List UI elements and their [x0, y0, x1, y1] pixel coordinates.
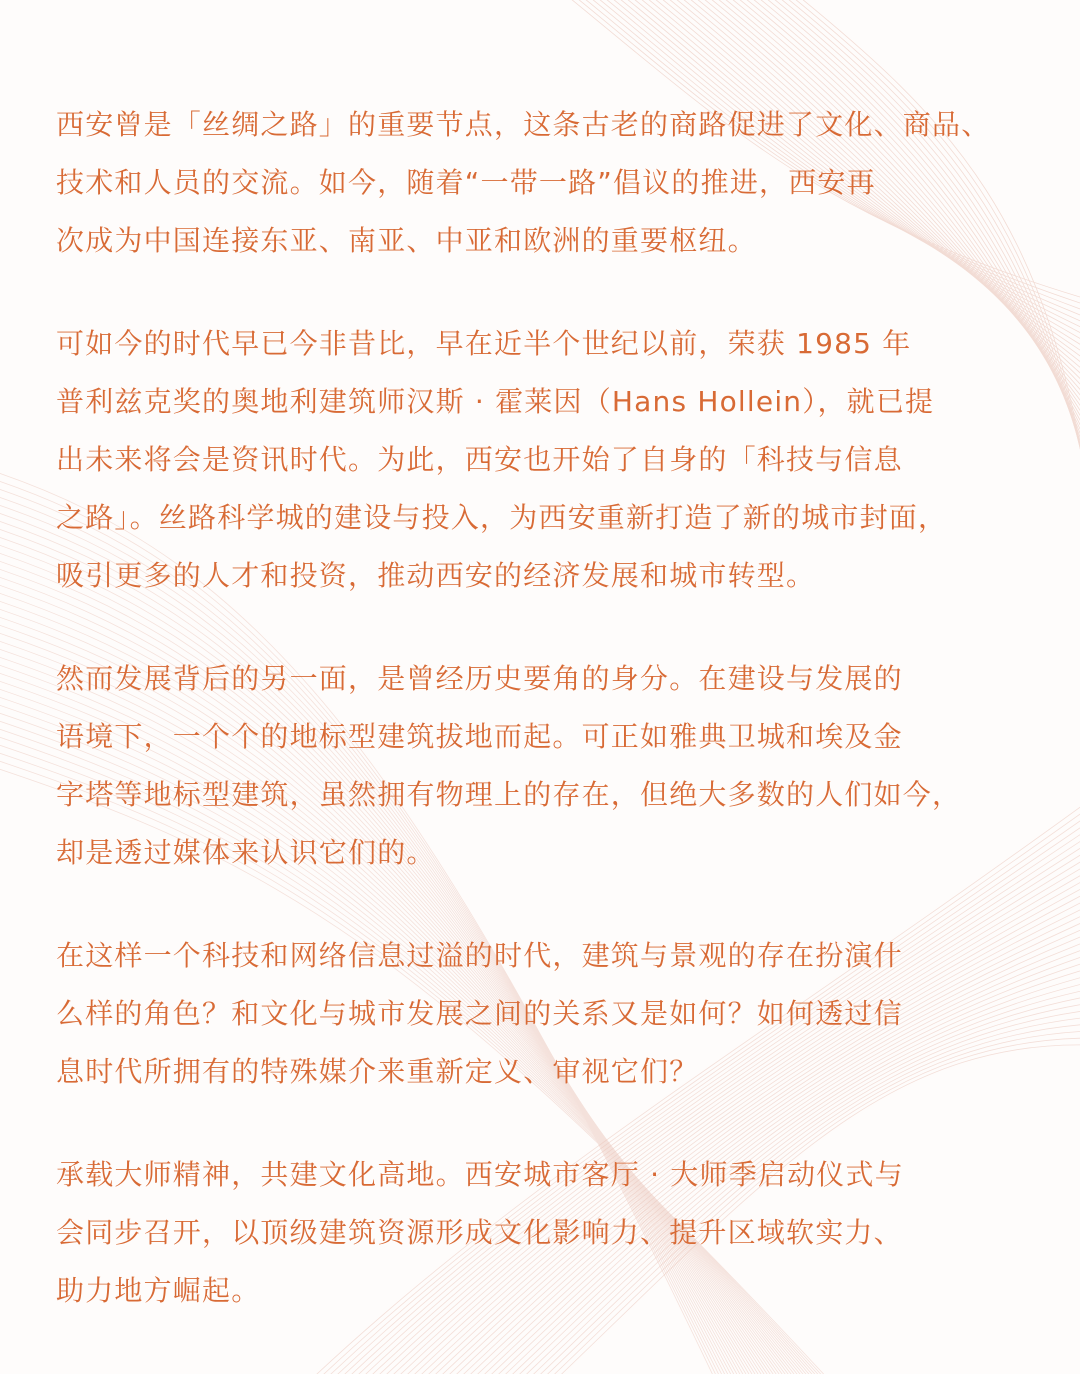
- article-body: [56, 96, 1031, 1365]
- paragraph-landmarks: 然而发展背后的另一面，是曾经历史要角的身分。在建设与发展的 语境下，一个个的地标型建筑拔地而起。可正如雅典卫城和埃及金 字塔等地标型建筑，虽然拥有物理上的存在，但绝大多数的人们如今， 却是透过媒体来认识它们的。: [56, 662, 962, 869]
- paragraph-master-season: 承载大师精神，共建文化高地。西安城市客厅 · 大师季启动仪式与 会同步召开，以顶级建筑资源形成文化影响力、提升区域软实力、 助力地方崛起。: [56, 1158, 904, 1307]
- paragraph-silk-road: 西安曾是「丝绸之路」的重要节点，这条古老的商路促进了文化、商品、 技术和人员的交流。如今，随着“一带一路”倡议的推进，西安再 次成为中国连接东亚、南亚、中亚和欧洲的重要枢纽。: [56, 108, 991, 257]
- paragraph-questions: 在这样一个科技和网络信息过溢的时代，建筑与景观的存在扮演什 么样的角色？和文化与城市发展之间的关系又是如何？如何透过信 息时代所拥有的特殊媒介来重新定义、审视它们？: [56, 939, 903, 1088]
- paragraph-information-age: 可如今的时代早已今非昔比，早在近半个世纪以前，荣获 1985 年 普利兹克奖的奥地利建筑师汉斯 · 霍莱因（Hans Hollein），就已提 出未来将会是资讯时代。为此，西安也开始了自身的「科技与信息 之路」。丝路科学城的建设与投入，为西安重新打造了新的城市封面， 吸引更多的人才和投资，推动西安的经济发展和城市转型。: [56, 327, 948, 592]
